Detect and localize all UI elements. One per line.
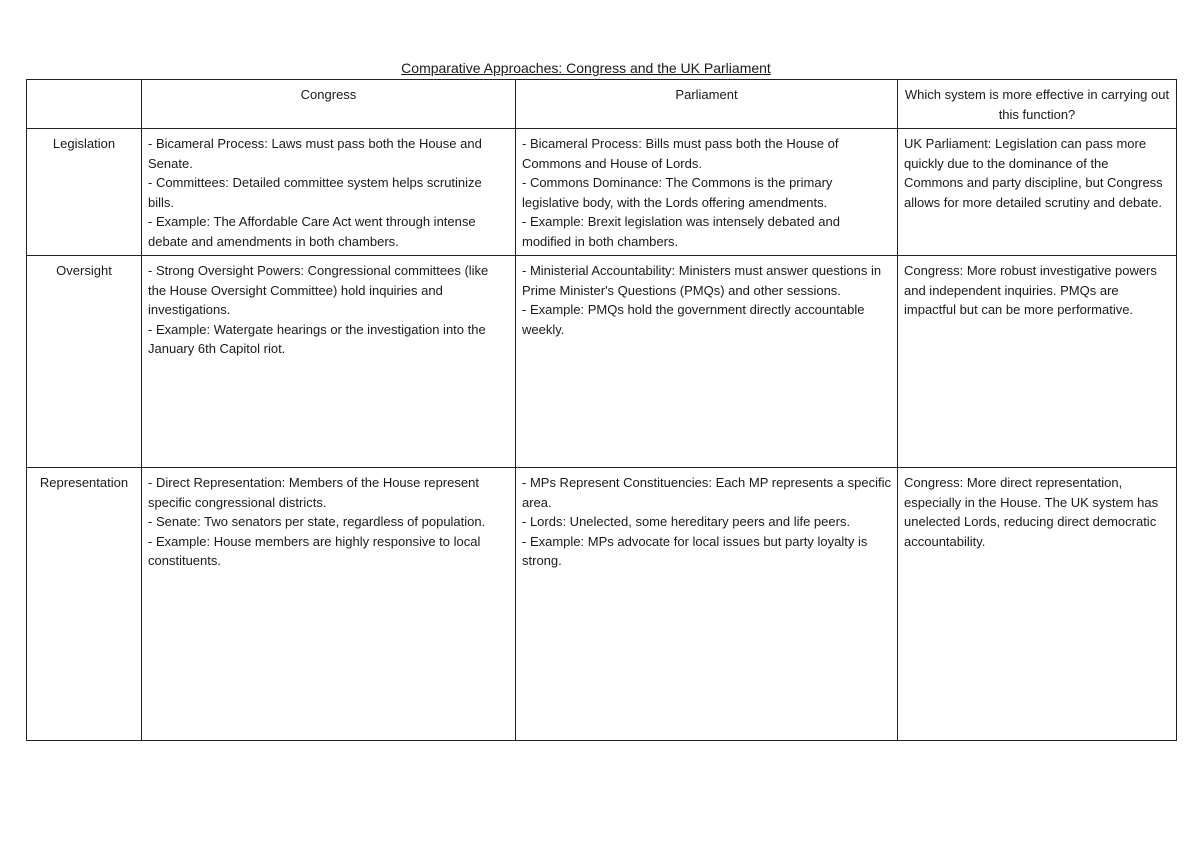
header-congress: Congress	[142, 80, 516, 129]
comparison-table	[26, 79, 1177, 741]
header-parliament: Parliament	[516, 80, 898, 129]
cell-legislation-congress: - Bicameral Process: Laws must pass both the House and Senate. - Committees: Detailed committee system helps scrutinize bills. - Example: The Affordable Care Act went through intense debate and amendments in both chambers.	[142, 129, 516, 256]
cell-oversight-parliament: - Ministerial Accountability: Ministers must answer questions in Prime Minister's Questions (PMQs) and other sessions. - Example: PMQs hold the government directly accountable weekly.	[516, 256, 898, 468]
cell-legislation-effectiveness: UK Parliament: Legislation can pass more quickly due to the dominance of the Commons and party discipline, but Congress allows for more detailed scrutiny and debate.	[898, 129, 1177, 256]
document-title: Comparative Approaches: Congress and the UK Parliament	[401, 60, 771, 76]
cell-representation-parliament: - MPs Represent Constituencies: Each MP represents a specific area. - Lords: Unelected, some hereditary peers and life peers. - Example: MPs advocate for local issues but party loyalty is strong.	[516, 468, 898, 741]
cell-representation-effectiveness: Congress: More direct representation, especially in the House. The UK system has unelected Lords, reducing direct democratic accountability.	[898, 468, 1177, 741]
table-header-row	[27, 80, 1177, 129]
row-label-oversight: Oversight	[27, 256, 142, 468]
cell-legislation-parliament: - Bicameral Process: Bills must pass both the House of Commons and House of Lords. - Commons Dominance: The Commons is the primary legislative body, with the Lords offering amendments. - Example: Brexit legislation was intensely debated and modified in both chambers.	[516, 129, 898, 256]
header-effectiveness: Which system is more effective in carrying out this function?	[898, 80, 1177, 129]
table-row-oversight	[27, 256, 1177, 468]
row-label-legislation: Legislation	[27, 129, 142, 256]
header-blank-cell	[27, 80, 142, 129]
table-row-legislation	[27, 129, 1177, 256]
table-row-representation	[27, 468, 1177, 741]
cell-oversight-effectiveness: Congress: More robust investigative powers and independent inquiries. PMQs are impactful but can be more performative.	[898, 256, 1177, 468]
row-label-representation: Representation	[27, 468, 142, 741]
cell-oversight-congress: - Strong Oversight Powers: Congressional committees (like the House Oversight Committee) hold inquiries and investigations. - Example: Watergate hearings or the investigation into the January 6th Capitol riot.	[142, 256, 516, 468]
cell-representation-congress: - Direct Representation: Members of the House represent specific congressional districts. - Senate: Two senators per state, regardless of population. - Example: House members are highly responsive to local constituents.	[142, 468, 516, 741]
